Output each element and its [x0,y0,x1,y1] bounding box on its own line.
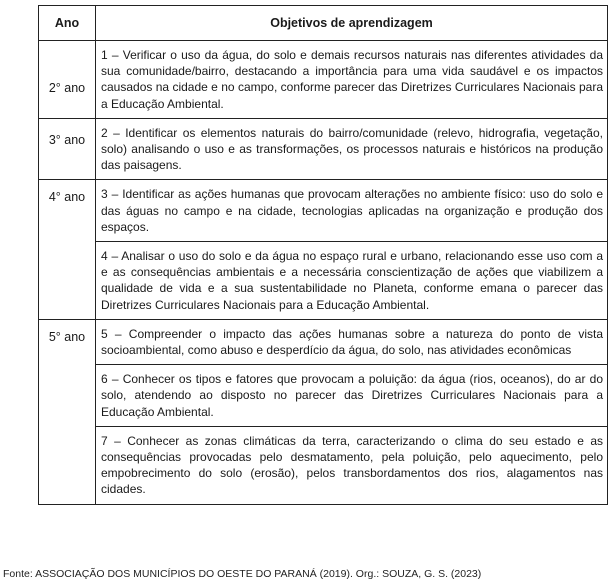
objectives-table [38,5,608,505]
objetivo-cell: 6 – Conhecer os tipos e fatores que provocam a poluição: da água (rios, oceanos), do ar do solo, atendendo ao disposto no parecer das Diretrizes Curriculares Nacionais para a Educação Ambiental. [96,365,608,427]
objetivo-cell: 3 – Identificar as ações humanas que provocam alterações no ambiente físico: uso do solo e das águas no campo e na cidade, tecnologias aplicadas na organização e produção dos espaços. [96,180,608,242]
table-row [39,118,608,180]
source-note: Fonte: ASSOCIAÇÃO DOS MUNICÍPIOS DO OESTE DO PARANÁ (2019). Org.: SOUZA, G. S. (2023) [3,568,482,580]
table-row [39,319,608,364]
ano-cell: 5° ano [39,319,96,504]
ano-cell: 2° ano [39,41,96,119]
table-header-row [39,6,608,41]
header-ano: Ano [39,6,96,41]
objetivo-cell: 1 – Verificar o uso da água, do solo e demais recursos naturais nas diferentes atividades da sua comunidade/bairro, destacando a importância para uma vida saudável e os impactos causados na cidade e no campo, conforme parecer das Diretrizes Curriculares Nacionais para a Educação Ambiental. [96,41,608,119]
table-row [39,180,608,242]
table-row [39,365,608,427]
ano-cell: 4° ano [39,180,96,319]
table-row [39,242,608,320]
objetivo-cell: 4 – Analisar o uso do solo e da água no espaço rural e urbano, relacionando esse uso com a e as consequências ambientais e a necessária conscientização de ações que viabilizem a qualidade de vida e a sua sustentabilidade no Planeta, conforme emana o parecer das Diretrizes Curriculares Nacionais para a Educação Ambiental. [96,242,608,320]
ano-cell: 3° ano [39,118,96,180]
header-objetivos: Objetivos de aprendizagem [96,6,608,41]
objetivo-cell: 7 – Conhecer as zonas climáticas da terra, caracterizando o clima do seu estado e as consequências provocadas pelo desmatamento, pela poluição, pelo aquecimento, pelo empobrecimento do solo (erosão), pelos transbordamentos dos rios, alagamentos nas cidades. [96,426,608,504]
objetivo-cell: 2 – Identificar os elementos naturais do bairro/comunidade (relevo, hidrografia, vegetação, solo) analisando o uso e as transformações, os processos naturais e históricos na produção das paisagens. [96,118,608,180]
objetivo-cell: 5 – Compreender o impacto das ações humanas sobre a natureza do ponto de vista socioambiental, como abuso e desperdício da água, do solo, nas atividades econômicas [96,319,608,364]
table-row [39,426,608,504]
table-row [39,41,608,119]
